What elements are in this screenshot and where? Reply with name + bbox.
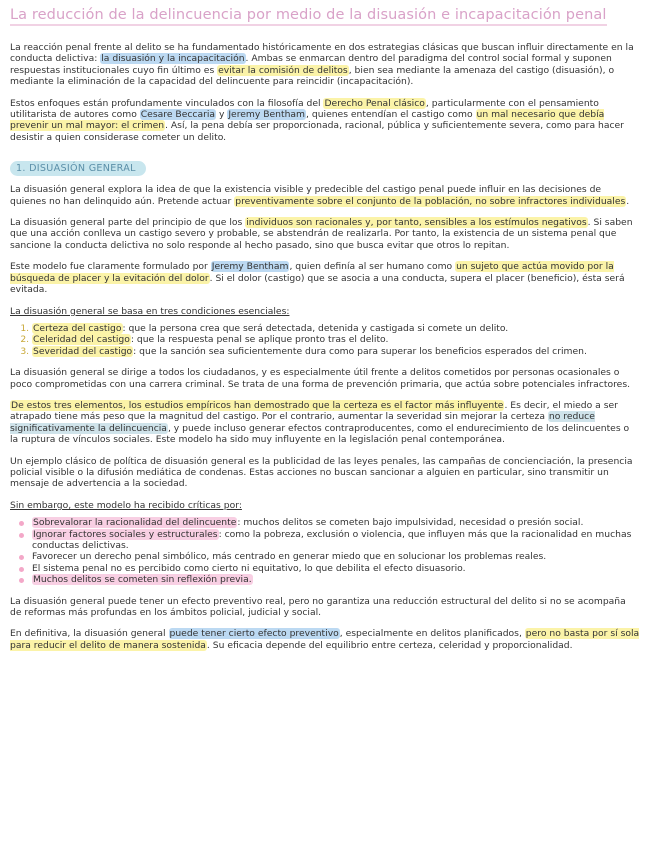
criticism-text: : como la pobreza, exclusión o violencia, que influyen más que la racionalidad en muchas conductas delictivas. [32,528,632,551]
list-item [32,574,640,585]
section1-paragraph-7: La disuasión general puede tener un efecto preventivo real, pero no garantiza una reducción estructural del delito si no se acompaña de reformas más profundas en los ámbitos policial, judicial y social. [10,595,626,619]
condition-term: Severidad del castigo [33,345,133,357]
list-item [32,323,640,334]
text-run: . Su eficacia depende del equilibrio entre certeza, celeridad y proporcionalidad. [206,639,573,651]
highlight-text: individuos son racionales y, por tanto, sensibles a los estímulos negativos [246,217,587,229]
highlight-text: De estos tres elementos, los estudios empíricos han demostrado que la certeza es el factor más influyente [11,399,504,411]
text-run: . Es decir, el miedo a ser atrapado tiene más peso que la magnitud del castigo. Por el contrario, aumentar la severidad sin mejorar la certeza [10,399,618,423]
criticism-term: Sobrevalorar la racionalidad del delincuente [33,517,237,529]
criticism-term: Ignorar factores sociales y estructurales [33,528,218,540]
list-item [32,346,640,357]
highlight-text: pero no basta por sí sola para reducir el delito de manera sostenida [10,628,640,651]
text-run: . Ambas se enmarcan dentro del paradigma del control social formal y suponen respuestas institucionales cuyo fin último es [10,53,612,76]
condition-text: : que la sanción sea suficientemente dura como para superar los beneficios esperados del crimen. [133,345,587,357]
criticism-text: El sistema penal no es percibido como cierto ni equitativo, lo que debilita el efecto disuasorio. [32,562,466,574]
text-run: La disuasión general explora la idea de que la existencia visible y predecible del castigo penal puede influir en las decisiones de quienes no han delinquido aún. Pretende actuar [10,184,602,207]
highlight-text: un sujeto que actúa movido por la búsqueda de placer y la evitación del dolor [10,261,614,284]
highlight-text: evitar la comisión de delitos [218,64,348,76]
intro-paragraph-1 [10,42,640,88]
text-run: La reacción penal frente al delito se ha fundamentado históricamente en dos estrategias clásicas que buscan influir directamente en la conducta delictiva: [10,42,634,65]
highlight-text: preventivamente sobre el conjunto de la población, no sobre infractores individuales [235,195,626,207]
text-run: , quienes entendían el castigo como [306,109,476,121]
text-run: En definitiva, la disuasión general [10,628,169,640]
section1-paragraph-3 [10,261,640,295]
condition-term: Celeridad del castigo [33,334,130,346]
section1-paragraph-4: La disuasión general se dirige a todos los ciudadanos, y es especialmente útil frente a delitos cometidos por personas ocasionales o poco comprometidas con una carrera criminal. Se trata de una forma de prevención primaria, que actúa sobre potenciales infractores. [10,367,631,390]
criticism-intro: Sin embargo, este modelo ha recibido críticas por: [10,499,242,511]
criticism-text: Favorecer un derecho penal simbólico, más centrado en generar miedo que en solucionar los problemas reales. [32,551,547,563]
highlight-text: Derecho Penal clásico [324,97,425,109]
text-run: , particularmente con el pensamiento utilitarista de autores como [10,97,599,121]
list-item [32,334,640,345]
intro-paragraph-2 [10,98,640,144]
condition-text: : que la persona crea que será detectada, detenida y castigada si comete un delito. [122,322,509,334]
section1-paragraph-8 [10,628,640,651]
criticism-list [10,517,640,585]
text-run: Estos enfoques están profundamente vinculados con la filosofía del [10,97,324,109]
highlight-name: Cesare Beccaria [140,109,216,121]
text-run: . [626,195,630,207]
text-run: , y puede incluso generar efectos contraproducentes, como el endurecimiento de los delincuentes o la ruptura de vínculos sociales. Este modelo ha sido muy influyente en la legislación penal contemporánea. [10,422,630,446]
conditions-list [10,323,640,357]
highlight-name: Jeremy Bentham [228,109,306,121]
highlight-text: puede tener cierto efecto preventivo [169,628,339,640]
condition-term: Certeza del castigo [33,322,122,334]
highlight-text: no reduce significativamente la delincuencia [10,411,595,434]
section1-paragraph-5 [10,400,640,446]
page-title: La reducción de la delincuencia por medio de la disuasión e incapacitación penal [10,7,607,26]
list-item [32,529,640,552]
section1-paragraph-1 [10,184,640,207]
highlight-text: un mal necesario que debía prevenir un mal mayor: el crimen [10,109,605,132]
text-run: Este modelo fue claramente formulado por [10,261,211,273]
condition-text: : que la respuesta penal se aplique pronto tras el delito. [130,334,389,346]
list-item [32,517,640,528]
text-run: . Así, la pena debía ser proporcionada, racional, pública y suficientemente severa, como para hacer desistir a quien considerase cometer un delito. [10,120,624,143]
text-run: La disuasión general parte del principio de que los [10,217,246,229]
section1-paragraph-2 [10,217,640,251]
section-heading: 1. DISUASIÓN GENERAL [10,161,146,176]
text-run: . Si saben que una acción conlleva un castigo severo y probable, se abstendrán de realizarla. Por tanto, la existencia de un sistema penal que sancione la conducta delictiva no solo responde al hecho pasado, sino que busca evitar que otros lo repitan. [10,217,633,251]
highlight-text: la disuasión y la incapacitación [101,53,245,65]
text-run: y [216,109,228,121]
text-run: , quien definía al ser humano como [289,261,456,273]
text-run: , bien sea mediante la amenaza del castigo (disuasión), o mediante la eliminación de la capacidad del delincuente para reincidir (incapacitación). [10,64,615,88]
list-item [32,551,640,562]
criticism-text: : muchos delitos se cometen bajo impulsividad, necesidad o presión social. [237,517,584,529]
text-run: , especialmente en delitos planificados, [339,628,525,640]
conditions-intro: La disuasión general se basa en tres condiciones esenciales: [10,305,290,317]
list-item [32,563,640,574]
criticism-text: Muchos delitos se cometen sin reflexión previa. [33,574,252,586]
text-run: . Si el dolor (castigo) que se asocia a una conducta, supera el placer (beneficio), ésta será evitada. [10,272,625,296]
section1-paragraph-6: Un ejemplo clásico de política de disuasión general es la publicidad de las leyes penales, las campañas de concienciación, la presencia policial visible o la difusión mediática de condenas. Estas acciones no buscan sancionar a alguien en particular, sino transmitir un mensaje de advertencia a la sociedad. [10,455,633,490]
highlight-name: Jeremy Bentham [211,261,289,273]
